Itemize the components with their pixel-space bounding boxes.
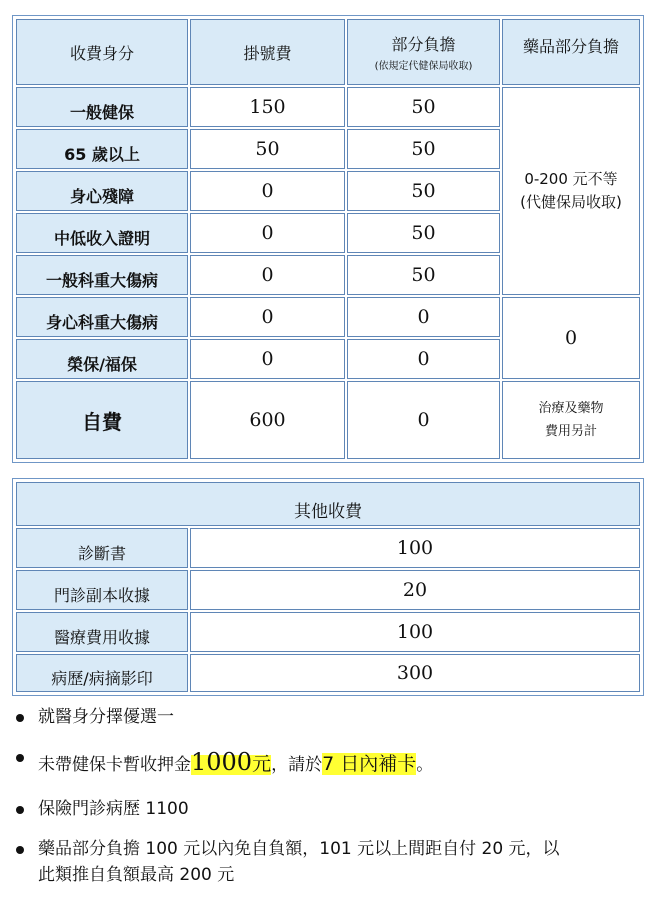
header-copay-note: (依規定代健保局收取) [374, 61, 473, 72]
row-label: 身心科重大傷病 [16, 297, 188, 337]
bullet-icon [16, 846, 24, 854]
deadline-highlight: 7 日內補卡 [322, 753, 417, 776]
copay-cell: 50 [347, 87, 500, 127]
copay-cell: 50 [347, 129, 500, 169]
other-fee-label: 病歷/病摘影印 [16, 654, 188, 692]
note-item: 未帶健保卡暫收押金1000元，請於7 日內補卡。 [8, 744, 658, 781]
other-fee-label: 診斷書 [16, 528, 188, 568]
copay-cell: 0 [347, 297, 500, 337]
other-fee-value: 100 [190, 612, 640, 652]
copay-cell: 50 [347, 213, 500, 253]
header-copay [347, 19, 500, 85]
header-copay-label: 部分負擔 [391, 35, 456, 54]
drug-copay-range: 0-200 元不等 [524, 169, 618, 188]
bullet-icon [16, 714, 24, 722]
other-fee-label: 門診副本收據 [16, 570, 188, 610]
drug-copay-group-3: 治療及藥物 費用另計 [502, 381, 640, 459]
registration-cell: 0 [190, 171, 345, 211]
header-registration [190, 19, 345, 85]
copay-cell: 0 [347, 381, 500, 459]
other-fees-table [12, 478, 644, 696]
header-identity [16, 19, 188, 85]
copay-cell: 0 [347, 339, 500, 379]
row-label: 身心殘障 [16, 171, 188, 211]
row-label: 一般科重大傷病 [16, 255, 188, 295]
note-item: 就醫身分擇優選一 [8, 704, 658, 730]
row-label: 榮保/福保 [16, 339, 188, 379]
registration-cell: 150 [190, 87, 345, 127]
bullet-icon [16, 754, 24, 762]
note-item: 藥品部分負擔 100 元以內免自負額，101 元以上間距自付 20 元，以 此類推自負額最高 200 元 [8, 836, 658, 889]
notes-list [8, 704, 658, 903]
other-fee-value: 100 [190, 528, 640, 568]
note-item: 保險門診病歷 1100 [8, 796, 658, 822]
registration-cell: 0 [190, 255, 345, 295]
deposit-amount: 1000 [191, 748, 253, 777]
other-fee-label: 醫療費用收據 [16, 612, 188, 652]
other-fee-value: 300 [190, 654, 640, 692]
registration-cell: 50 [190, 129, 345, 169]
registration-cell: 600 [190, 381, 345, 459]
drug-copay-group-2: 0 [502, 297, 640, 379]
drug-copay-note: (代健保局收取) [520, 193, 622, 211]
header-registration-label: 掛號費 [243, 43, 292, 63]
header-drug-copay [502, 19, 640, 85]
header-drug-copay-label: 藥品部分負擔 [522, 37, 619, 56]
copay-cell: 50 [347, 255, 500, 295]
other-fee-value: 20 [190, 570, 640, 610]
row-label: 中低收入證明 [16, 213, 188, 253]
registration-cell: 0 [190, 339, 345, 379]
drug-copay-group-1 [502, 87, 640, 295]
row-label: 一般健保 [16, 87, 188, 127]
registration-cell: 0 [190, 297, 345, 337]
fee-table [12, 15, 644, 463]
row-label-self-pay: 自費 [16, 381, 188, 459]
row-label: 65 歲以上 [16, 129, 188, 169]
copay-cell: 50 [347, 171, 500, 211]
bullet-icon [16, 806, 24, 814]
header-identity-label: 收費身分 [69, 43, 134, 63]
other-fees-title: 其他收費 [16, 482, 640, 526]
registration-cell: 0 [190, 213, 345, 253]
